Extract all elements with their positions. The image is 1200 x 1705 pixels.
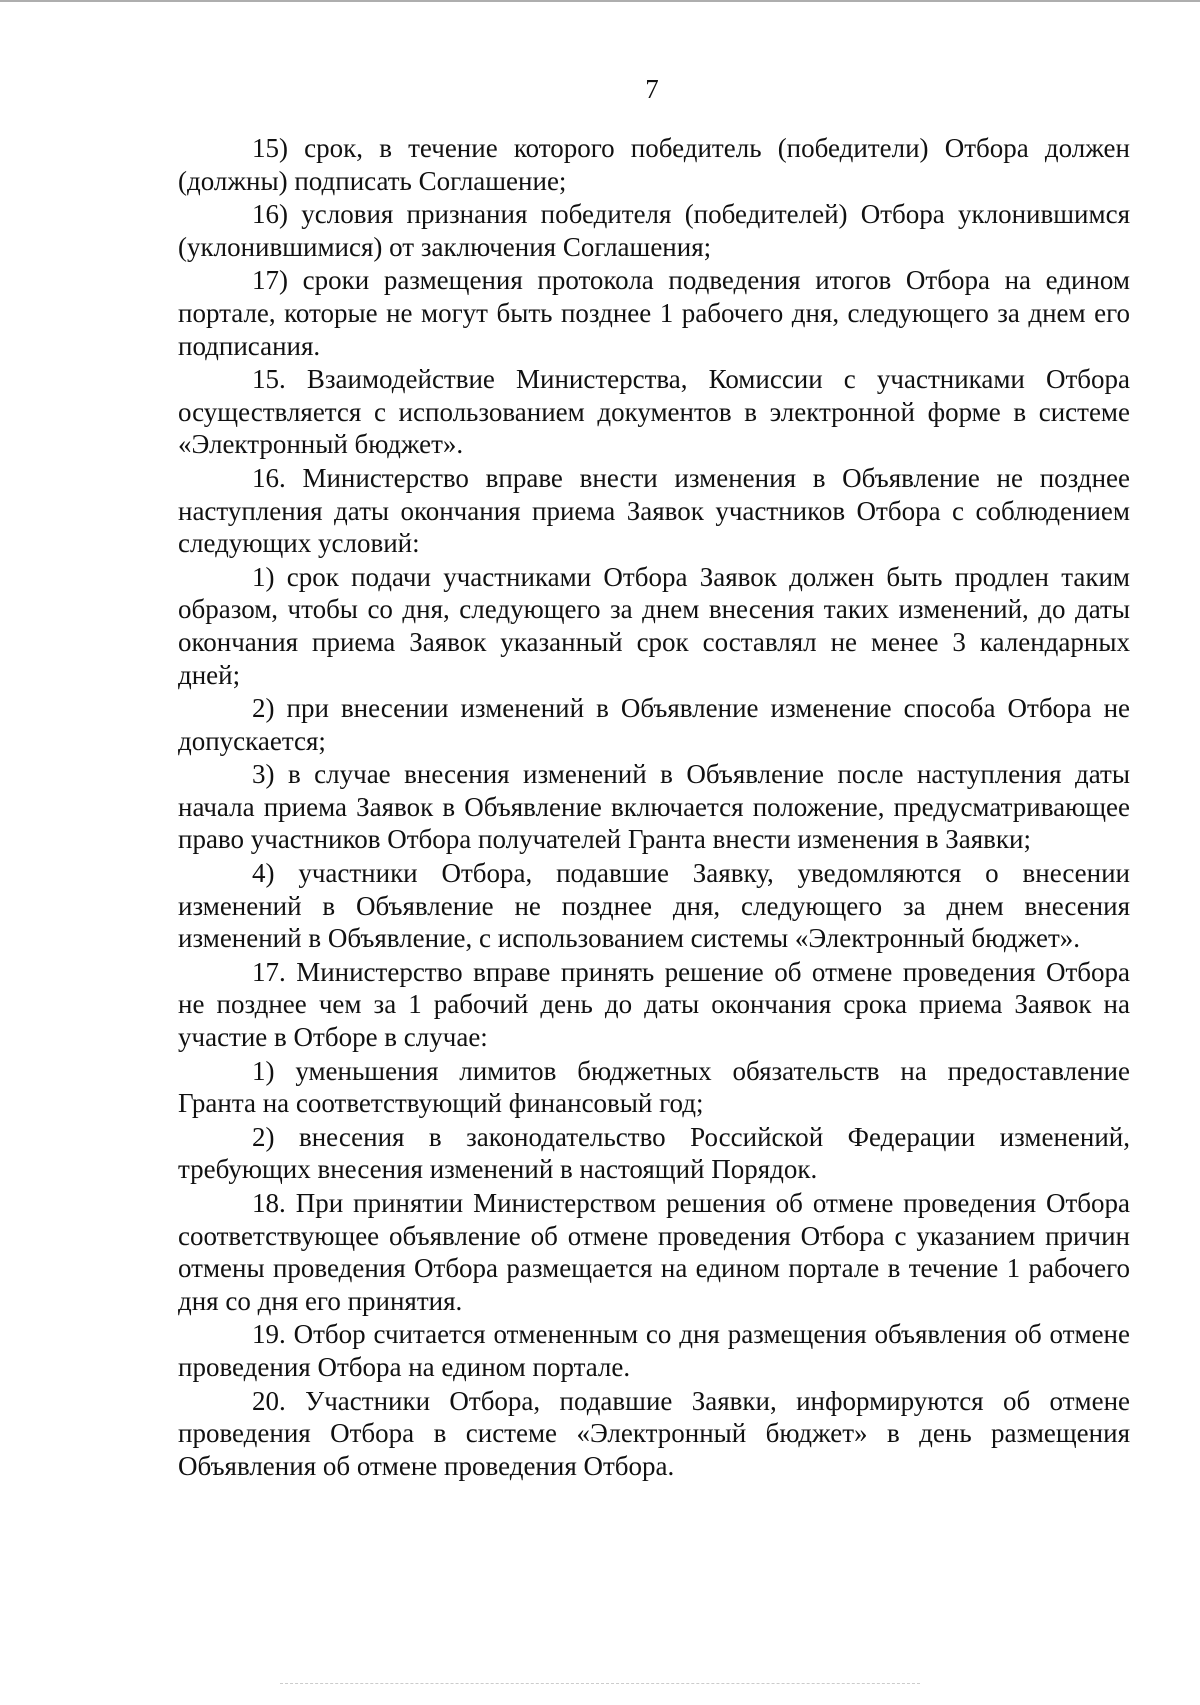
paragraph-clause-19: 19. Отбор считается отмененным со дня размещения объявления об отмене проведения Отбора на едином портале. bbox=[178, 1319, 1130, 1382]
paragraph-item-15: 15) срок, в течение которого победитель (победители) Отбора должен (должны) подписать Соглашение; bbox=[178, 133, 1130, 196]
paragraph-clause-16: 16. Министерство вправе внести изменения в Объявление не позднее наступления даты окончания приема Заявок участников Отбора с соблюдением следующих условий: bbox=[178, 462, 1130, 559]
paragraph-clause-17-item-1: 1) уменьшения лимитов бюджетных обязательств на предоставление Гранта на соответствующий финансовый год; bbox=[178, 1055, 1130, 1119]
paragraph-clause-17: 17. Министерство вправе принять решение об отмене проведения Отбора не позднее чем за 1 рабочий день до даты окончания срока приема Заявок на участие в Отборе в случае: bbox=[178, 956, 1130, 1053]
paragraph-clause-16-item-3: 3) в случае внесения изменений в Объявление после наступления даты начала приема Заявок в Объявление включается положение, предусматривающее право участников Отбора получателей Гранта внести изменения в Заявки; bbox=[178, 759, 1130, 855]
paragraph-item-17: 17) сроки размещения протокола подведения итогов Отбора на едином портале, которые не могут быть позднее 1 рабочего дня, следующего за днем его подписания. bbox=[178, 265, 1130, 361]
paragraph-clause-16-item-1: 1) срок подачи участниками Отбора Заявок должен быть продлен таким образом, чтобы со дня, следующего за днем внесения таких изменений, до даты окончания приема Заявок указанный срок составлял не менее 3 календарных дней; bbox=[178, 561, 1130, 690]
scan-bottom-edge bbox=[280, 1683, 920, 1685]
scan-top-edge bbox=[0, 0, 1200, 2]
page-number: 7 bbox=[645, 74, 659, 104]
paragraph-clause-17-item-2: 2) внесения в законодательство Российской Федерации изменений, требующих внесения изменений в настоящий Порядок. bbox=[178, 1121, 1130, 1185]
paragraph-clause-18: 18. При принятии Министерством решения об отмене проведения Отбора соответствующее объявление об отмене проведения Отбора с указанием причин отмены проведения Отбора размещается на едином портале в течение 1 рабочего дня со дня его принятия. bbox=[178, 1188, 1130, 1316]
paragraph-clause-15: 15. Взаимодействие Министерства, Комиссии с участниками Отбора осуществляется с использованием документов в электронной форме в системе «Электронный бюджет». bbox=[178, 364, 1130, 460]
paragraph-clause-16-item-4: 4) участники Отбора, подавшие Заявку, уведомляются о внесении изменений в Объявление не позднее дня, следующего за днем внесения изменений в Объявление, с использованием системы «Электронный бюджет». bbox=[178, 858, 1130, 954]
document-body bbox=[178, 132, 1130, 1483]
paragraph-item-16: 16) условия признания победителя (победителей) Отбора уклонившимся (уклонившимися) от заключения Соглашения; bbox=[178, 199, 1130, 262]
paragraph-clause-20: 20. Участники Отбора, подавшие Заявки, информируются об отмене проведения Отбора в системе «Электронный бюджет» в день размещения Объявления об отмене проведения Отбора. bbox=[178, 1385, 1130, 1481]
paragraph-clause-16-item-2: 2) при внесении изменений в Объявление изменение способа Отбора не допускается; bbox=[178, 693, 1130, 756]
